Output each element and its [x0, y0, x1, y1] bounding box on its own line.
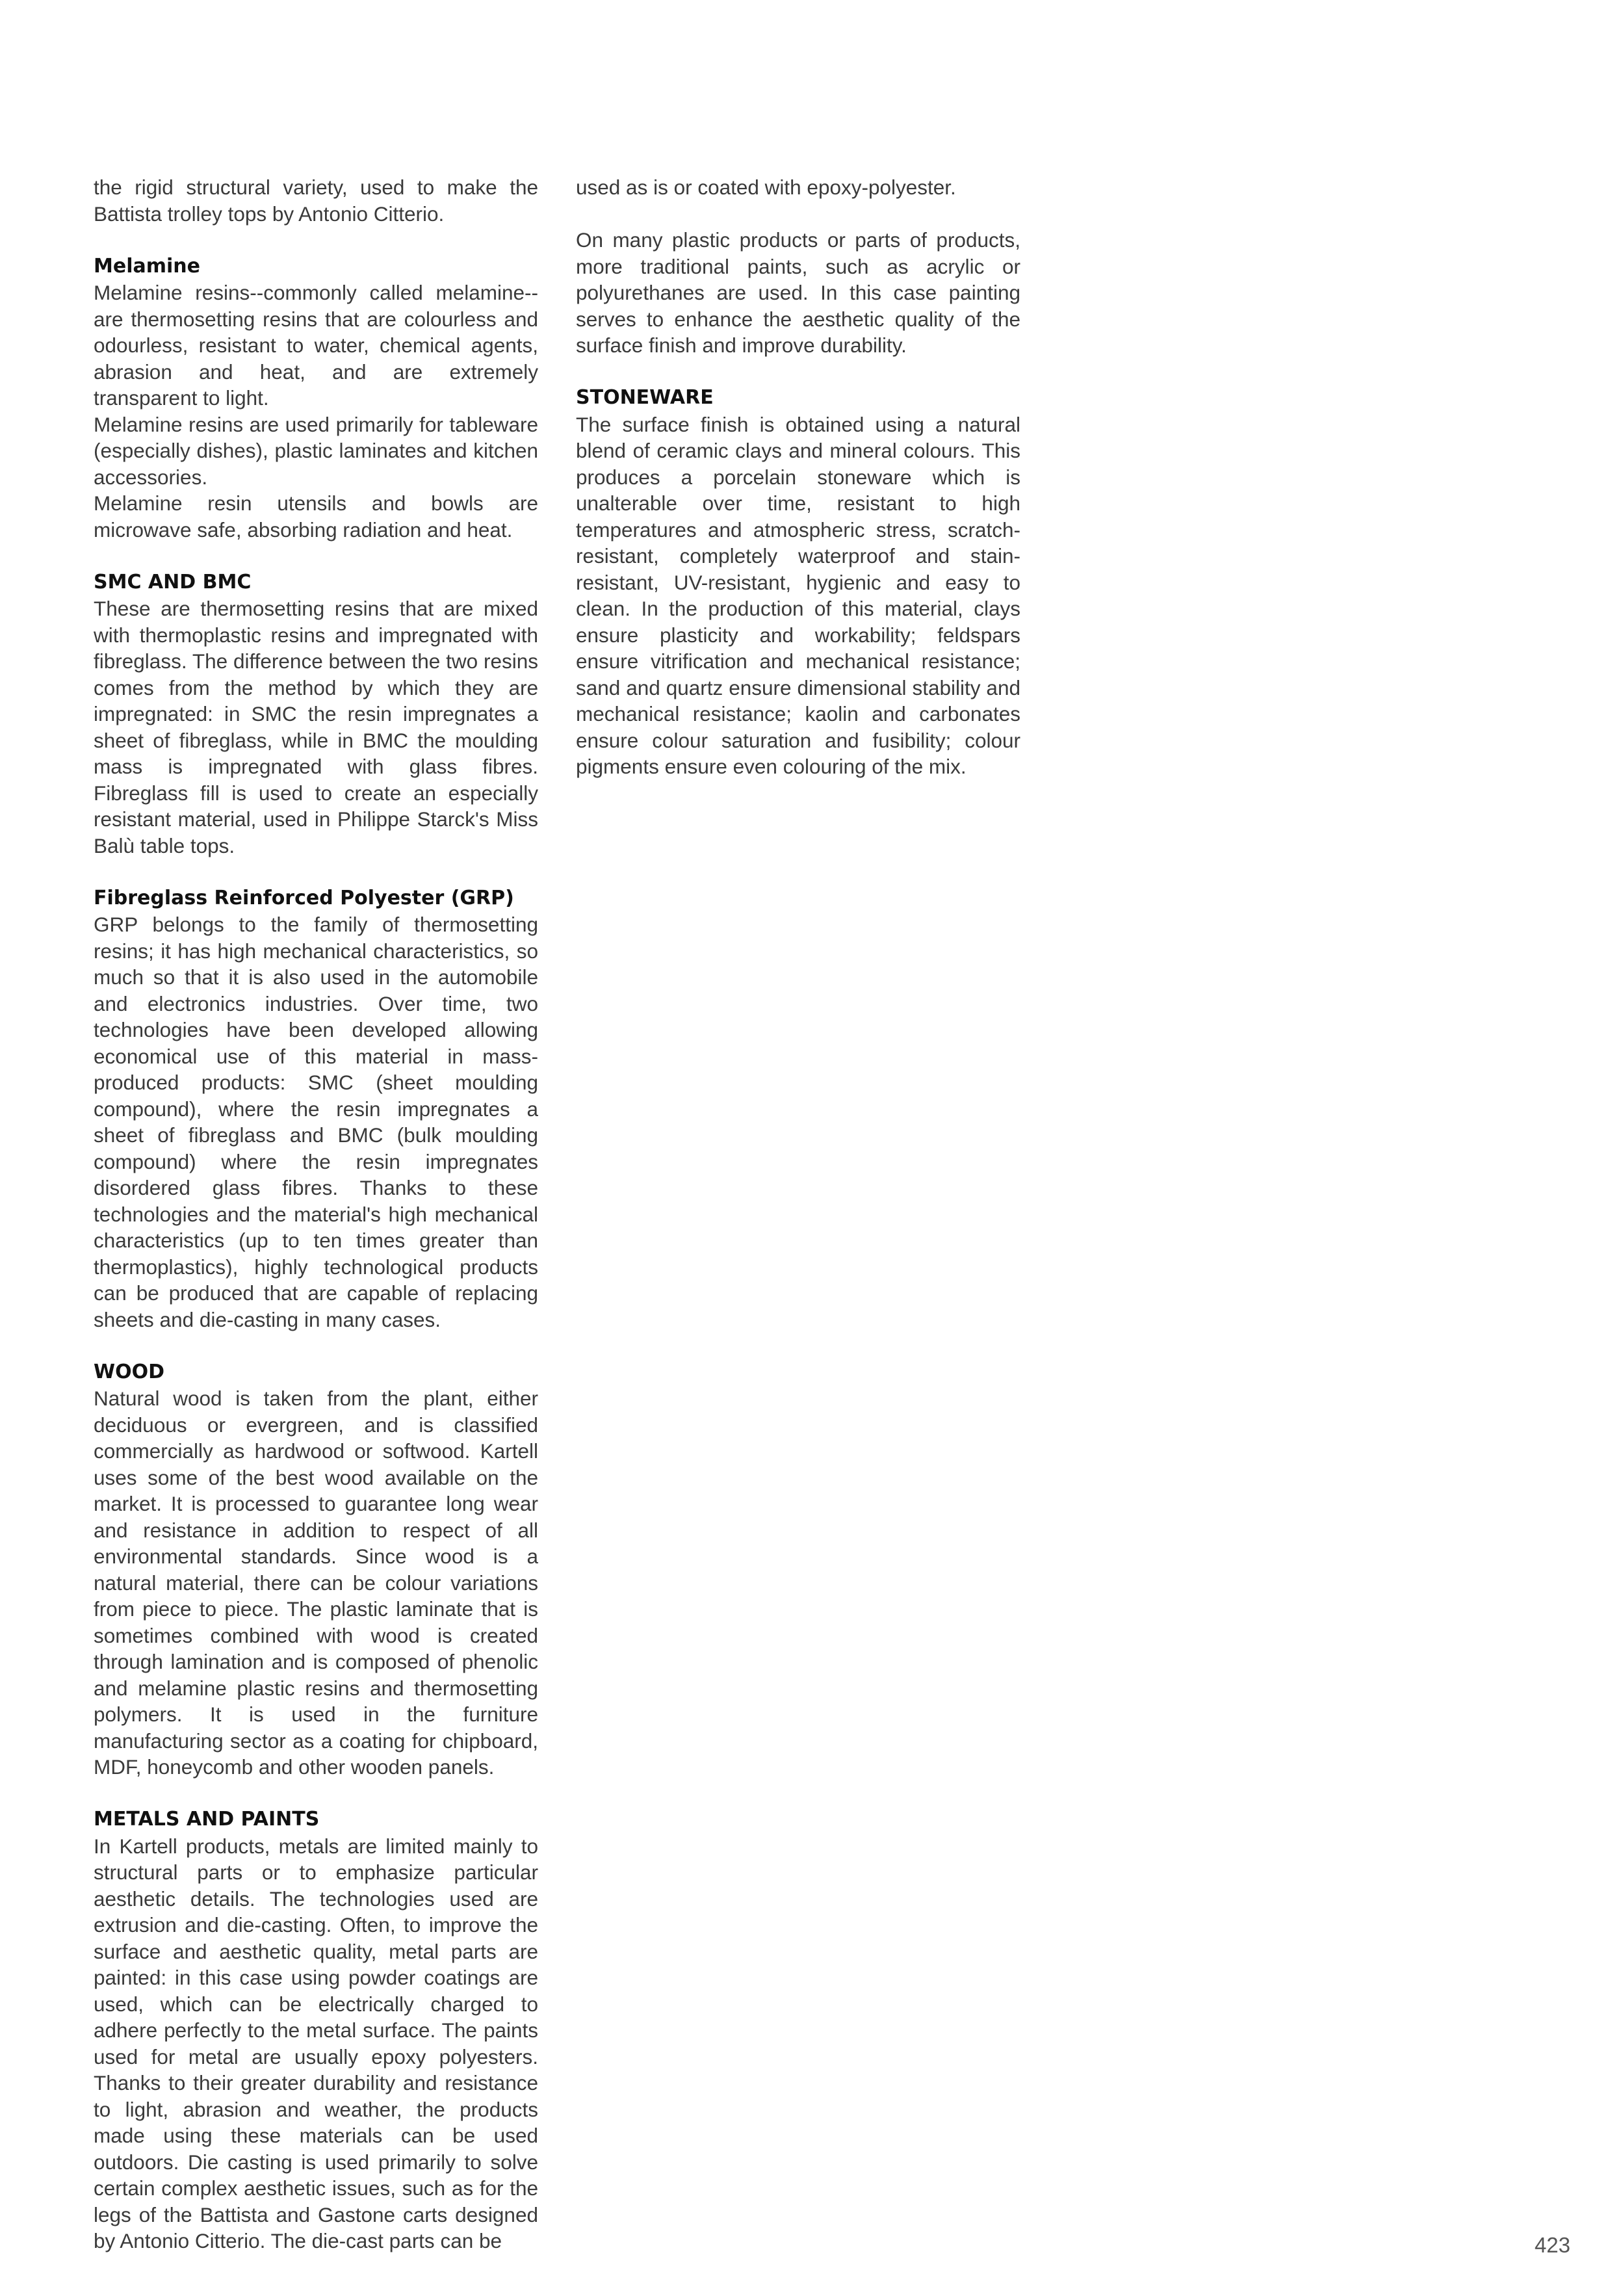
- smc-bmc-heading: SMC AND BMC: [94, 570, 252, 594]
- grp-paragraph: GRP belongs to the family of thermosetting resins; it has high mechanical characteristics, so much so that it is also used in the automobile and electronics industries. Over time, two technologies have been developed allowing economical use of this material in mass-produced products: SMC (sheet moulding compound), where the resin impregnates a sheet of fibreglass and BMC (bulk moulding compound) where the resin impregnates disordered glass fibres. Thanks to these technologies and the material's high mechanical characteristics (up to ten times greater than thermoplastics), highly technological products can be produced that are capable of replacing sheets and die-casting in many cases.: [94, 913, 538, 1331]
- melamine-paragraph-1: Melamine resins--commonly called melamine--are thermosetting resins that are colourless and odourless, resistant to water, chemical agents, abrasion and heat, and are extremely transparent to light.: [94, 281, 538, 410]
- continuation-paragraph: used as is or coated with epoxy-polyester.: [576, 176, 956, 199]
- metals-paints-paragraph: In Kartell products, metals are limited mainly to structural parts or to emphasize particular aesthetic details. The technologies used are extrusion and die-casting. Often, to improve the surface and aesthetic quality, metal parts are painted: in this case using powder coatings are used, which can be electrically charged to adhere perfectly to the metal surface. The paints used for metal are usually epoxy polyesters. Thanks to their greater durability and resistance to light, abrasion and weather, the products made using these materials can be used outdoors. Die casting is used primarily to solve certain complex aesthetic issues, such as for the legs of the Battista and Gastone carts designed by Antonio Citterio. The die-cast parts can be: [94, 1834, 538, 2252]
- stoneware-heading: STONEWARE: [576, 386, 714, 409]
- paint-paragraph: On many plastic products or parts of products, more traditional paints, such as acrylic or polyurethanes are used. In this case painting serves to enhance the aesthetic quality of the surface finish and improve durability.: [576, 228, 1020, 357]
- wood-paragraph: Natural wood is taken from the plant, either deciduous or evergreen, and is classified commercially as hardwood or softwood. Kartell uses some of the best wood available on the market. It is processed to guarantee long wear and resistance in addition to respect of all environmental standards. Since wood is a natural material, there can be colour variations from piece to piece. The plastic laminate that is sometimes combined with wood is created through lamination and is composed of phenolic and melamine plastic resins and thermosetting polymers. It is used in the furniture manufacturing sector as a coating for chipboard, MDF, honeycomb and other wooden panels.: [94, 1387, 538, 1779]
- left-column: [94, 174, 538, 2254]
- melamine-paragraph-2: Melamine resins are used primarily for tableware (especially dishes), plastic laminates and kitchen accessories.: [94, 412, 538, 489]
- melamine-heading: Melamine: [94, 254, 200, 278]
- melamine-paragraph-3: Melamine resin utensils and bowls are microwave safe, absorbing radiation and heat.: [94, 491, 538, 541]
- stoneware-paragraph: The surface finish is obtained using a natural blend of ceramic clays and mineral colours. This produces a porcelain stoneware which is unalterable over time, resistant to high temperatures and atmospheric stress, scratch-resistant, completely waterproof and stain-resistant, UV-resistant, hygienic and easy to clean. In the production of this material, clays ensure plasticity and workability; feldspars ensure vitrification and mechanical resistance; sand and quartz ensure dimensional stability and mechanical resistance; kaolin and carbonates ensure colour saturation and fusibility; colour pigments ensure even colouring of the mix.: [576, 412, 1020, 778]
- smc-bmc-paragraph: These are thermosetting resins that are mixed with thermoplastic resins and impregnated with fibreglass. The difference between the two resins comes from the method by which they are impregnated: in SMC the resin impregnates a sheet of fibreglass, while in BMC the moulding mass is impregnated with glass fibres. Fibreglass fill is used to create an especially resistant material, used in Philippe Starck's Miss Balù table tops.: [94, 597, 538, 857]
- wood-heading: WOOD: [94, 1360, 164, 1383]
- page-number: 423: [1534, 2233, 1570, 2257]
- right-column: [576, 174, 1020, 780]
- intro-paragraph: the rigid structural variety, used to make the Battista trolley tops by Antonio Citterio.: [94, 176, 538, 226]
- metals-paints-heading: METALS AND PAINTS: [94, 1808, 320, 1831]
- grp-heading: Fibreglass Reinforced Polyester (GRP): [94, 886, 514, 909]
